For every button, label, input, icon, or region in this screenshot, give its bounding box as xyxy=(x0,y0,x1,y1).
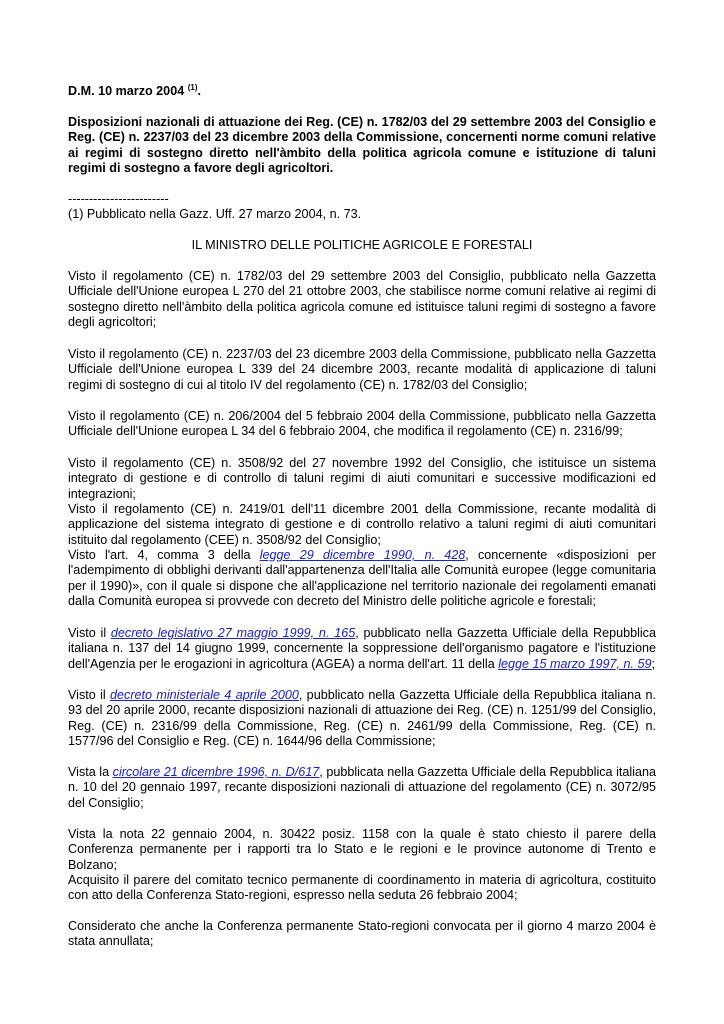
heading-period: . xyxy=(197,84,201,98)
decree-title: D.M. 10 marzo 2004 xyxy=(68,84,185,98)
recital-7 xyxy=(68,626,656,672)
footnote-marker: (1) xyxy=(187,83,198,92)
decree-subject: Disposizioni nazionali di attuazione dei Reg. (CE) n. 1782/03 del 29 settembre 2003 del Consiglio e Reg. (CE) n. 2237/03 del 23 dicembre 2003 della Commissione, concernenti norme comuni relative ai regimi di sostegno diretto nell'àmbito della politica agricola comune e istituzione di taluni regimi di sostegno a favore degli agricoltori. xyxy=(68,115,656,176)
recital-11: Acquisito il parere del comitato tecnico permanente di coordinamento in materia di agricoltura, costituito con atto della Conferenza Stato-regioni, espresso nella seduta 26 febbraio 2004; xyxy=(68,873,656,903)
link-dlgs-165-1999[interactable]: decreto legislativo 27 maggio 1999, n. 165 xyxy=(110,626,356,640)
link-legge-59-1997[interactable]: legge 15 marzo 1997, n. 59 xyxy=(498,656,652,671)
recital-7-text-middle: , pubblicato nella Gazzetta Ufficiale della Repubblica italiana n. 137 del 14 giugno 1999, concernente la soppressione dell'organismo pagatore e l'istituzione dell'Agenzia per le erogazioni in agricoltura (AGEA) a norma dell'art. 11 della xyxy=(68,626,656,671)
decree-heading xyxy=(68,84,656,99)
recital-6 xyxy=(68,548,656,610)
recital-9 xyxy=(68,765,656,811)
link-dm-4-aprile-2000[interactable]: decreto ministeriale 4 aprile 2000 xyxy=(110,688,299,702)
recital-9-text-end: , pubblicata nella Gazzetta Ufficiale della Repubblica italiana n. 10 del 20 gennaio 1997, recante disposizioni nazionali di attuazione del regolamento (CE) n. 3072/95 del Consiglio; xyxy=(68,765,656,810)
issuing-authority: IL MINISTRO DELLE POLITICHE AGRICOLE E FORESTALI xyxy=(191,238,533,252)
recital-8 xyxy=(68,688,656,750)
recital-10: Vista la nota 22 gennaio 2004, n. 30422 posiz. 1158 con la quale è stato chiesto il parere della Conferenza permanente per i rapporti tra lo Stato e le regioni e le province autonome di Trento e Bolzano; xyxy=(68,827,656,872)
link-circolare-d617[interactable]: circolare 21 dicembre 1996, n. D/617 xyxy=(112,765,320,779)
recital-5: Visto il regolamento (CE) n. 2419/01 dell'11 dicembre 2001 della Commissione, recante modalità di applicazione del sistema integrato di gestione e di controllo relativo a taluni regimi di aiuti comunitari istituito dal regolamento (CEE) n. 3508/92 del Consiglio; xyxy=(68,502,656,547)
recital-6-text-start: Visto l'art. 4, comma 3 della xyxy=(68,548,260,562)
recital-8-text-end: , pubblicato nella Gazzetta Ufficiale della Repubblica italiana n. 93 del 20 aprile 2000, recante disposizioni nazionali di attuazione dei Reg. (CE) n. 1251/99 del Consiglio, Reg. (CE) n. 2316/99 della Commissione, Reg. (CE) n. 2461/99 della Commissione, Reg. (CE) n. 1577/96 del Consiglio e Reg. (CE) n. 1644/96 della Commissione; xyxy=(68,688,656,749)
recital-7-text-end: ; xyxy=(651,656,656,671)
recital-3: Visto il regolamento (CE) n. 206/2004 del 5 febbraio 2004 della Commissione, pubblicato nella Gazzetta Ufficiale dell'Unione europea L 34 del 6 febbraio 2004, che modifica il regolamento (CE) n. 2316/99; xyxy=(68,409,656,439)
recital-6-text-end: , concernente «disposizioni per l'adempimento di obblighi derivanti dall'appartenenza dell'Italia alle Comunità europee (legge comunitaria per il 1990)», con il quale si dispone che all'applicazione nel territorio nazionale dei regolamenti emanati dalla Comunità europea si provvede con decreto del Ministro delle politiche agricole e forestali; xyxy=(68,548,656,609)
footnote: (1) Pubblicato nella Gazz. Uff. 27 marzo 2004, n. 73. xyxy=(68,207,362,221)
recital-9-text-start: Vista la xyxy=(68,765,113,779)
recital-2: Visto il regolamento (CE) n. 2237/03 del 23 dicembre 2003 della Commissione, pubblicato nella Gazzetta Ufficiale dell'Unione europea L 339 del 24 dicembre 2003, recante modalità di applicazione di taluni regimi di sostegno di cui al titolo IV del regolamento (CE) n. 1782/03 del Consiglio; xyxy=(68,347,656,392)
recital-12: Considerato che anche la Conferenza permanente Stato-regioni convocata per il giorno 4 marzo 2004 è stata annullata; xyxy=(68,919,656,949)
footnote-separator: ------------------------ xyxy=(68,192,169,206)
recital-8-text-start: Visto il xyxy=(68,688,111,702)
recital-1: Visto il regolamento (CE) n. 1782/03 del 29 settembre 2003 del Consiglio, pubblicato nella Gazzetta Ufficiale dell'Unione europea L 270 del 21 ottobre 2003, che stabilisce norme comuni relative ai regimi di sostegno diretto nell'àmbito della politica agricola comune ed istituisce taluni regimi di sostegno a favore degli agricoltori; xyxy=(68,269,656,330)
recital-4: Visto il regolamento (CE) n. 3508/92 del 27 novembre 1992 del Consiglio, che istituisce un sistema integrato di gestione e di controllo di taluni regimi di aiuti comunitari e successive modificazioni ed integrazioni; xyxy=(68,456,656,501)
link-legge-428-1990[interactable]: legge 29 dicembre 1990, n. 428 xyxy=(259,548,466,562)
recital-7-text-start: Visto il xyxy=(68,626,111,640)
